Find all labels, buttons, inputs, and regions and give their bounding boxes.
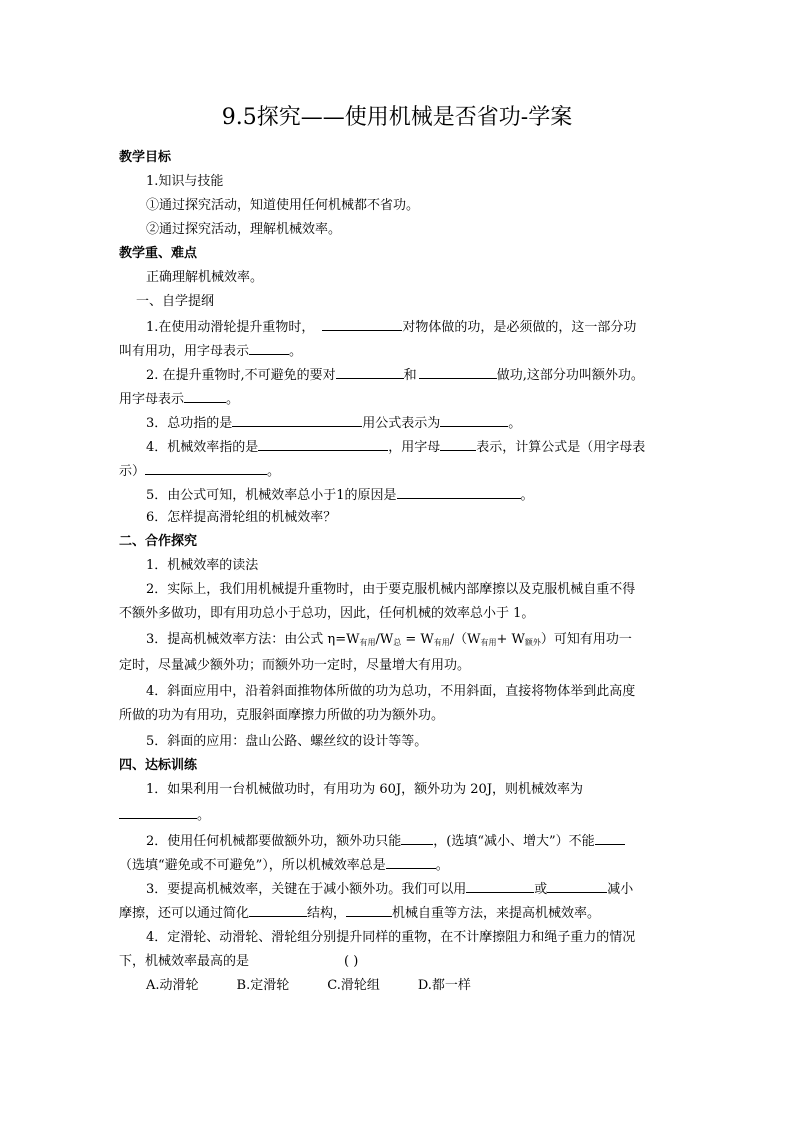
blank — [440, 438, 476, 451]
paragraph-line: 4．斜面应用中，沿着斜面推物体所做的功为总功，不用斜面，直接将物体举到此高度 — [146, 684, 636, 699]
paragraph-line: 5．斜面的应用：盘山公路、螺丝纹的设计等等。 — [146, 734, 428, 749]
exercise-line: 1．如果利用一台机械做功时，有用功为 60J，额外功为 20J，则机械效率为 — [146, 782, 584, 797]
exercise-line: 2．使用任何机械都要做额外功，额外功只能 ，(选填“减小、增大”）不能 — [146, 832, 625, 850]
page-title: 9.5探究——使用机械是否省功-学案 — [221, 105, 573, 130]
paragraph-line: 定时，尽量减少额外功；而额外功一定时，尽量增大有用功。 — [119, 658, 471, 673]
blank — [346, 904, 392, 917]
exercise-line: 。 — [119, 806, 210, 824]
blank — [440, 414, 508, 427]
section-heading-training: 四、达标训练 — [119, 758, 198, 773]
blank — [336, 366, 404, 379]
option-a: A.动滑轮 — [146, 978, 199, 993]
blank — [397, 486, 521, 499]
goal-item: ②通过探究活动，理解机械效率。 — [146, 222, 342, 237]
keypoint-text: 正确理解机械效率。 — [146, 270, 264, 285]
question-line: 6．怎样提高滑轮组的机械效率？ — [146, 510, 337, 525]
paragraph-line: 不额外多做功，即有用功总小于总功，因此，任何机械的效率总小于 1。 — [119, 606, 535, 621]
option-c: C.滑轮组 — [327, 978, 380, 993]
blank — [466, 880, 534, 893]
formula-line: 3．提高机械效率方法：由公式 $\eta=W_{有用}/W_总 = W_{有用}/(W_{有用}+ W_{额外})$可知有用功一 — [146, 632, 632, 647]
section-heading-cooperate: 二、合作探究 — [119, 534, 198, 549]
question-line: 示） 。 — [119, 464, 281, 479]
paragraph-line: 2．实际上，我们用机械提升重物时，由于要克服机械内部摩擦以及克服机械自重不得 — [146, 582, 636, 597]
question-line: 3．总功指的是 用公式表示为 。 — [146, 416, 522, 431]
section-heading-self-study: 一、自学提纲 — [136, 294, 215, 309]
blank — [249, 342, 289, 355]
question-line: 叫有用功，用字母表示 。 — [119, 344, 303, 359]
blank — [145, 462, 267, 475]
option-d: D.都一样 — [417, 978, 471, 993]
blank — [322, 318, 402, 331]
blank — [386, 856, 436, 869]
section-heading-goals: 教学目标 — [119, 150, 172, 165]
exercise-line: （选填“避免或不可避免”），所以机械效率总是 。 — [119, 858, 449, 873]
exercise-line: 摩擦，还可以通过简化 结构， 机械自重等方法，来提高机械效率。 — [119, 906, 601, 921]
goal-item: 1.知识与技能 — [146, 174, 224, 189]
exercise-line: 3．要提高机械效率，关键在于减小额外功。我们可以用 或 减小 — [146, 882, 634, 897]
goal-item: ①通过探究活动，知道使用任何机械都不省功。 — [146, 198, 420, 213]
blank — [419, 366, 497, 379]
exercise-line: 下，机械效率最高的是 ( ) — [119, 954, 359, 969]
blank — [249, 904, 307, 917]
blank — [547, 880, 607, 893]
question-line: 用字母表示 。 — [119, 392, 240, 407]
question-line: 2. 在提升重物时,不可避免的要对 和 做功,这部分功叫额外功。 — [146, 368, 644, 383]
blank — [595, 832, 625, 845]
blank — [232, 414, 362, 427]
question-line: 4．机械效率指的是 ，用字母 表示，计算公式是（用字母表 — [146, 440, 646, 455]
paragraph-line: 1．机械效率的读法 — [146, 558, 259, 573]
section-heading-keypoints: 教学重、难点 — [119, 246, 198, 261]
paragraph-line: 所做的功为有用功，克服斜面摩擦力所做的功为额外功。 — [119, 708, 445, 723]
answer-options — [146, 978, 509, 994]
blank — [258, 438, 388, 451]
question-line: 1.在使用动滑轮提升重物时， 对物体做的功，是必须做的，这一部分功 — [146, 320, 637, 335]
exercise-line: 4．定滑轮、动滑轮、滑轮组分别提升同样的重物，在不计摩擦阻力和绳子重力的情况 — [146, 930, 636, 945]
option-b: B.定滑轮 — [236, 978, 290, 993]
blank — [119, 806, 197, 819]
blank — [401, 832, 433, 845]
blank — [184, 390, 226, 403]
question-line: 5．由公式可知，机械效率总小于1的原因是 。 — [146, 488, 534, 503]
